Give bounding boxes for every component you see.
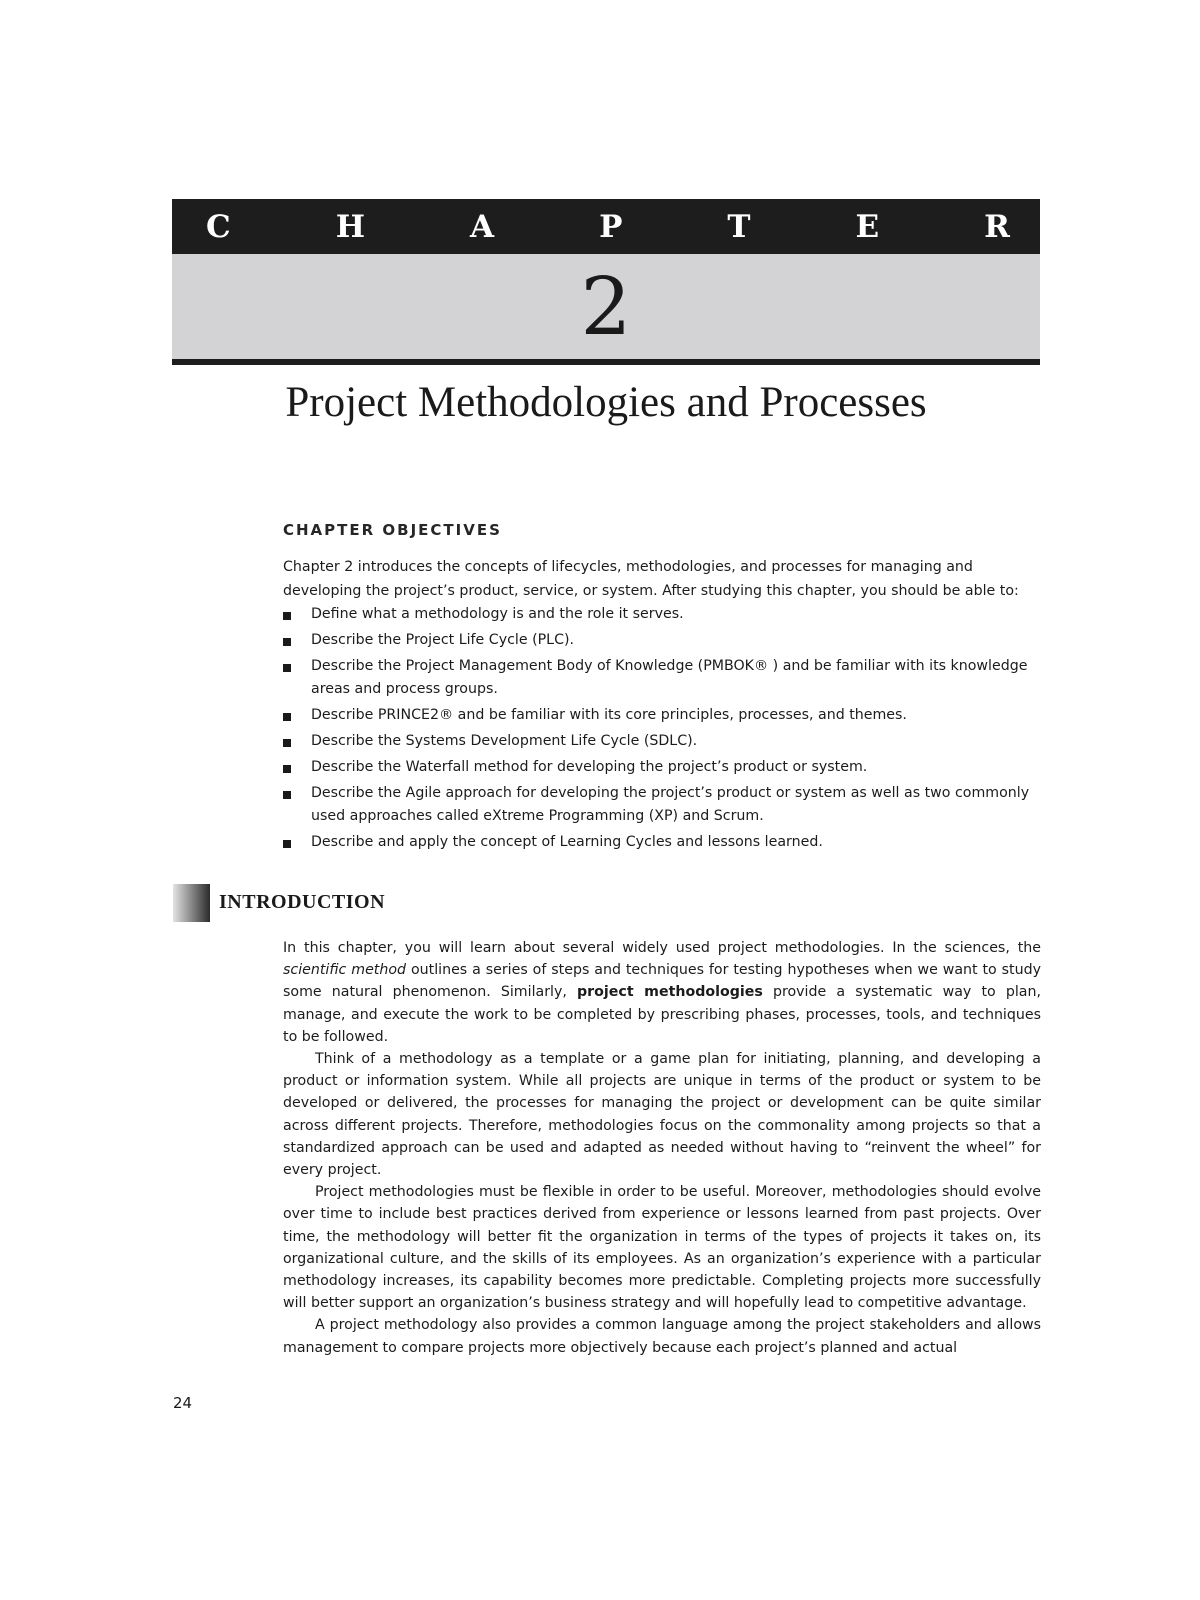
objective-item — [283, 756, 1043, 779]
objective-text: Describe PRINCE2® and be familiar with its core principles, processes, and themes. — [311, 707, 907, 723]
bullet-square-icon — [283, 664, 291, 672]
chapter-title: Project Methodologies and Processes — [285, 379, 927, 426]
paragraph-text: outlines a series of steps and techniques for testing hypotheses when we want to study some natural phenomenon. Similarly, — [283, 962, 1042, 1001]
chapter-letter: P — [599, 208, 623, 245]
objective-item — [283, 831, 1043, 854]
bullet-square-icon — [283, 739, 291, 747]
paragraph-text: provide a systematic way to plan, manage, and execute the work to be completed by prescribing phases, processes, tools, and techniques to be followed. — [283, 984, 1041, 1045]
objective-item — [283, 655, 1043, 701]
chapter-letter: C — [206, 208, 231, 245]
chapter-letter: R — [984, 208, 1010, 245]
section-marker-block — [173, 884, 210, 922]
chapter-letter: A — [470, 208, 495, 245]
objective-text: Describe the Project Life Cycle (PLC). — [311, 632, 575, 648]
chapter-letter: E — [855, 208, 880, 245]
bullet-square-icon — [283, 765, 291, 773]
key-term: project methodologies — [577, 984, 763, 1001]
objective-item — [283, 782, 1043, 828]
bullet-square-icon — [283, 638, 291, 646]
bullet-square-icon — [283, 612, 291, 620]
page-number: 24 — [173, 1394, 193, 1412]
introduction-body — [283, 937, 1041, 1359]
objective-text: Describe the Agile approach for developing the project’s product or system as well as two commonly used approaches called eXtreme Programming (XP) and Scrum. — [311, 785, 1030, 824]
objectives-intro: Chapter 2 introduces the concepts of lifecycles, methodologies, and processes for managing and developing the project’s product, service, or system. After studying this chapter, you should be able to: — [283, 559, 1019, 599]
body-paragraph: Think of a methodology as a template or a game plan for initiating, planning, and developing a product or information system. While all projects are unique in terms of the product or system to be developed or delivered, the processes for managing the project or development can be quite similar across different projects. Therefore, methodologies focus on the commonality among projects so that a standardized approach can be used and adapted as needed without having to “reinvent the wheel” for every project. — [283, 1051, 1041, 1179]
chapter-letter: H — [335, 208, 365, 245]
objective-item — [283, 629, 1043, 652]
paragraph-text: In this chapter, you will learn about several widely used project methodologies. In the sciences, the — [283, 940, 1041, 956]
objective-item — [283, 603, 1043, 626]
chapter-number: 2 — [580, 260, 632, 353]
objective-item — [283, 704, 1043, 727]
emphasis-term: scientific method — [283, 962, 407, 979]
body-paragraph — [283, 937, 1041, 1048]
chapter-label-bar — [172, 199, 1040, 254]
objective-item — [283, 730, 1043, 753]
bullet-square-icon — [283, 840, 291, 848]
objective-text: Describe the Systems Development Life Cycle (SDLC). — [311, 733, 698, 749]
bullet-square-icon — [283, 713, 291, 721]
objective-text: Define what a methodology is and the role it serves. — [311, 606, 684, 622]
body-paragraph: Project methodologies must be flexible in order to be useful. Moreover, methodologies should evolve over time to include best practices derived from experience or lessons learned from past projects. Over time, the methodology will better fit the organization in terms of the types of projects it takes on, its organizational culture, and the skills of its employees. As an organization’s experience with a particular methodology increases, its capability becomes more predictable. Completing projects more successfully will better support an organization’s business strategy and will hopefully lead to competitive advantage. — [283, 1184, 1041, 1312]
chapter-number-band — [172, 254, 1040, 365]
introduction-heading: INTRODUCTION — [219, 891, 386, 913]
objective-text: Describe the Waterfall method for developing the project’s product or system. — [311, 759, 868, 775]
objectives-heading: CHAPTER OBJECTIVES — [283, 521, 502, 539]
bullet-square-icon — [283, 791, 291, 799]
chapter-letter: T — [727, 208, 751, 245]
objectives-list — [283, 603, 1043, 857]
objective-text: Describe and apply the concept of Learning Cycles and lessons learned. — [311, 834, 823, 850]
objective-text: Describe the Project Management Body of Knowledge (PMBOK® ) and be familiar with its knowledge areas and process groups. — [311, 658, 1028, 697]
body-paragraph: A project methodology also provides a common language among the project stakeholders and allows management to compare projects more objectively because each project’s planned and actual — [283, 1317, 1041, 1356]
